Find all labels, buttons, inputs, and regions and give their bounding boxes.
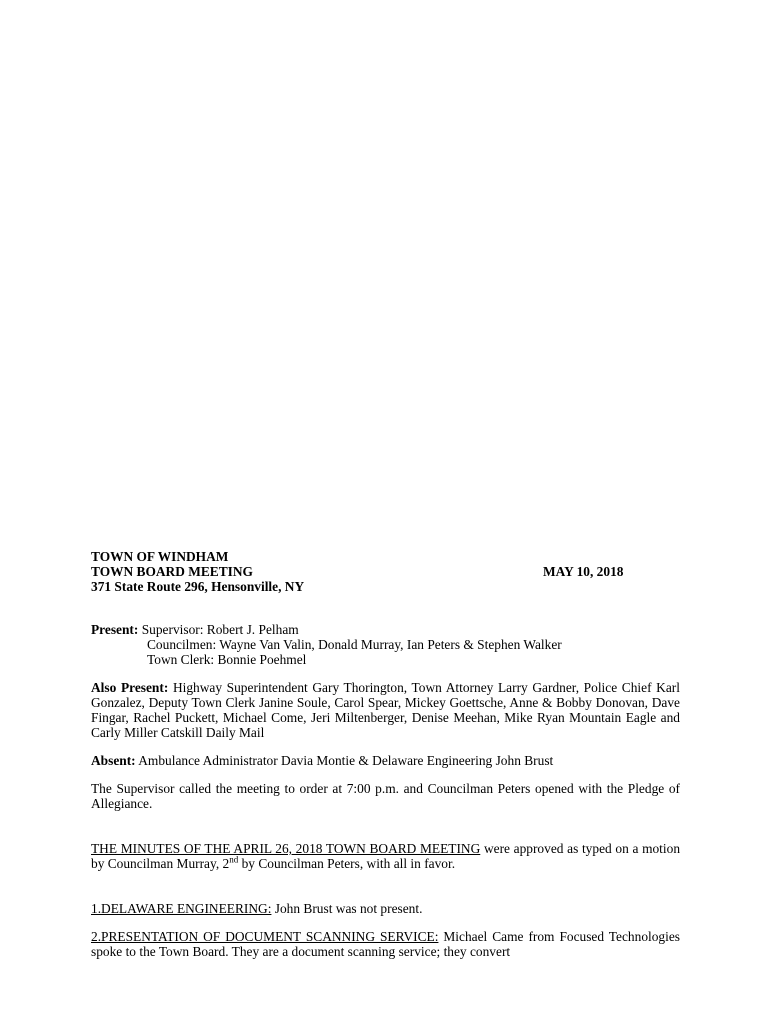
present-supervisor: Supervisor: Robert J. Pelham <box>141 622 299 637</box>
present-councilmen: Councilmen: Wayne Van Valin, Donald Murray, Ian Peters & Stephen Walker <box>147 637 562 652</box>
minutes-approval-paragraph <box>91 841 680 871</box>
item2-paragraph <box>91 929 680 959</box>
item1-text: John Brust was not present. <box>271 901 423 916</box>
absent-paragraph <box>91 753 680 768</box>
minutes-heading: THE MINUTES OF THE APRIL 26, 2018 TOWN BOARD MEETING <box>91 841 481 856</box>
header-meeting: TOWN BOARD MEETING <box>91 564 253 579</box>
meeting-minutes <box>91 549 680 959</box>
item2-heading: 2.PRESENTATION OF DOCUMENT SCANNING SERVICE: <box>91 929 439 944</box>
item2-text: Michael Came from Focused Technologies spoke to the Town Board. They are a document scanning service; they convert <box>91 929 681 959</box>
minutes-text-before: were approved as typed on a motion by Councilman Murray, 2 <box>91 841 681 871</box>
absent-text: Ambulance Administrator Davia Montie & Delaware Engineering John Brust <box>138 753 554 768</box>
header-date: MAY 10, 2018 <box>543 564 624 579</box>
also-present-label: Also Present: <box>91 680 169 695</box>
minutes-text-after: by Councilman Peters, with all in favor. <box>238 856 456 871</box>
item1-heading: 1.DELAWARE ENGINEERING: <box>91 901 272 916</box>
present-section <box>91 622 680 637</box>
header-town: TOWN OF WINDHAM <box>91 549 229 564</box>
header-meeting-line <box>91 564 680 579</box>
absent-label: Absent: <box>91 753 136 768</box>
present-clerk: Town Clerk: Bonnie Poehmel <box>147 652 307 667</box>
header-address: 371 State Route 296, Hensonville, NY <box>91 579 305 594</box>
present-label: Present: <box>91 622 139 637</box>
also-present-text: Highway Superintendent Gary Thorington, Town Attorney Larry Gardner, Police Chief Karl Gonzalez, Deputy Town Clerk Janine Soule, Carol Spear, Mickey Goettsche, Anne & Bobby Donovan, Dave Fingar, Rachel Puckett, Michael Come, Jeri Miltenberger, Denise Meehan, Mike Ryan Mountain Eagle and Carly Miller Catskill Daily Mail <box>91 680 680 740</box>
minutes-superscript: nd <box>229 854 239 865</box>
call-to-order-paragraph: The Supervisor called the meeting to order at 7:00 p.m. and Councilman Peters opened with the Pledge of Allegiance. <box>91 781 680 811</box>
also-present-paragraph <box>91 680 680 740</box>
item1-paragraph <box>91 901 680 916</box>
